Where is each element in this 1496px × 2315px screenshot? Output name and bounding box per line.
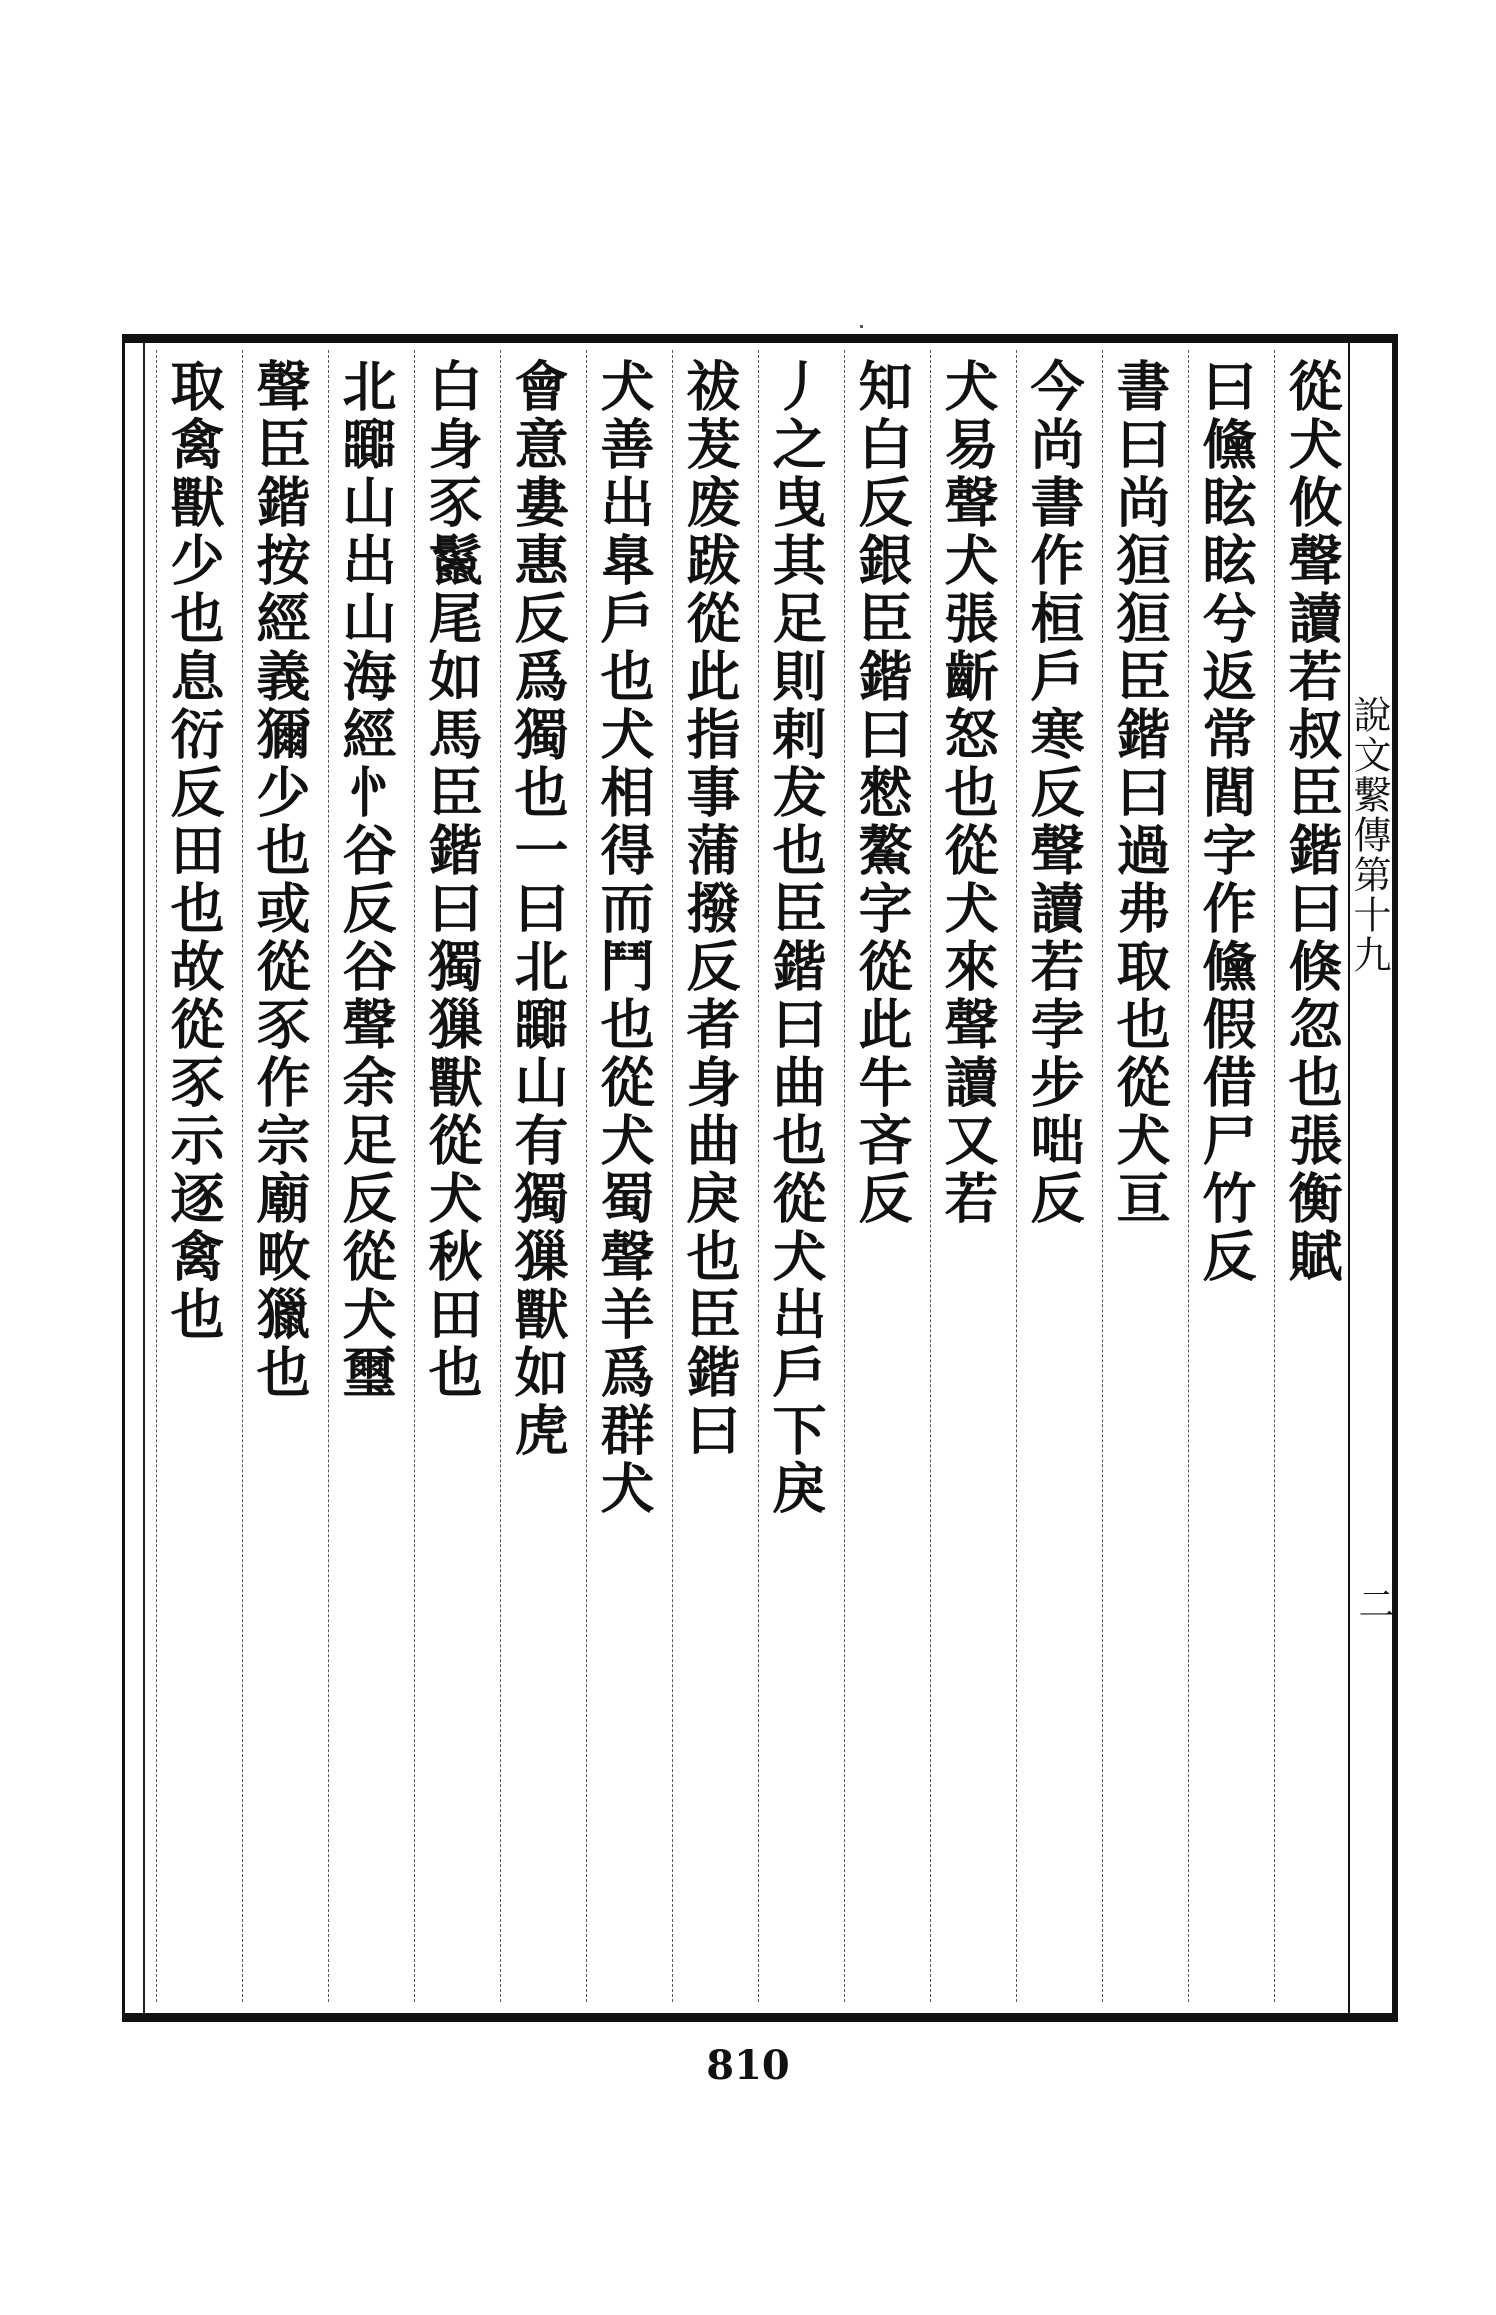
text-column [500, 350, 572, 2002]
column-text: 曰儵眩眩兮返常閭字作儵假借尸竹反 [1194, 358, 1258, 1286]
column-text: 今尚書作桓戶寒反聲讀若孛步咄反 [1022, 358, 1086, 1228]
column-text: 北嚻山出山海經㣺谷反谷聲余足反從犬璽 [334, 358, 398, 1402]
text-column [414, 350, 486, 2002]
column-text: 聲臣鍇按經義獮少也或從豕作宗廟畋獵也 [248, 358, 312, 1402]
text-column [156, 350, 228, 2002]
text-column [672, 350, 744, 2002]
text-columns [148, 350, 1346, 2002]
column-text: 白身豕鬣尾如馬臣鍇曰獨㺐獸從犬秋田也 [420, 358, 484, 1402]
folio-number: 二 [1353, 1585, 1394, 1621]
column-text: 從犬攸聲讀若叔臣鍇曰倏忽也張衡賦 [1280, 358, 1344, 1286]
column-text: 知白反銀臣鍇曰憖鰲字從此牛吝反 [850, 358, 914, 1228]
text-column [1274, 350, 1346, 2002]
page-number: 810 [706, 2042, 790, 2089]
text-column [758, 350, 830, 2002]
column-text: 書曰尚狟狟臣鍇曰過弗取也從犬亘 [1108, 358, 1172, 1228]
inner-left-rule [143, 343, 145, 2013]
column-text: 犬善出臯戶也犬相得而鬥也從犬蜀聲羊爲群犬 [592, 358, 656, 1518]
column-text: 取禽獸少也息衍反田也故從豕示逐禽也 [162, 358, 226, 1344]
column-text: 丿之曳其足則剌犮也臣鍇曰曲也從犬出戶下戾 [764, 358, 828, 1518]
center-fold-strip [1348, 343, 1394, 2013]
column-text: 犬易聲犬張齗怒也從犬來聲讀又若 [936, 358, 1000, 1228]
column-text: 會意婁惠反爲獨也一曰北嚻山有獨㺐獸如虎 [506, 358, 570, 1460]
text-column [930, 350, 1002, 2002]
column-text: 祓茇废跋從此指事蒲撥反者身曲戾也臣鍇曰 [678, 358, 742, 1460]
running-title: 說文繫傳第十九 [1347, 695, 1391, 975]
text-column [1016, 350, 1088, 2002]
text-column [1188, 350, 1260, 2002]
text-column [844, 350, 916, 2002]
text-column [586, 350, 658, 2002]
text-column [1102, 350, 1174, 2002]
ink-speck [860, 325, 863, 328]
text-column [242, 350, 314, 2002]
text-column [328, 350, 400, 2002]
